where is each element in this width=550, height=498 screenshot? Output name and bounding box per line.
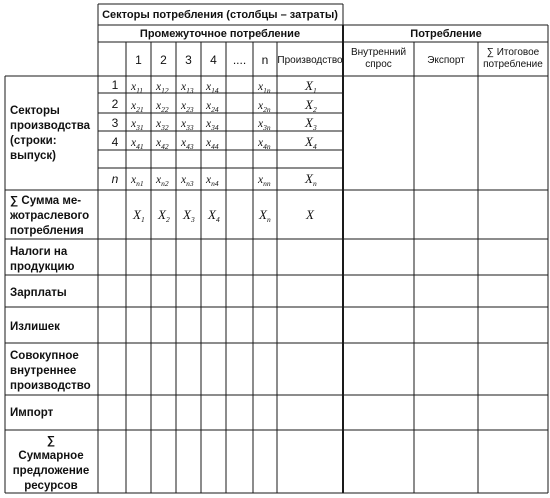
gdp-label-line2: внутреннее bbox=[10, 365, 77, 377]
domestic-demand-header-line1: Внутренний bbox=[350, 47, 407, 58]
final-consumption-header-line1: ∑ Итоговое bbox=[486, 47, 540, 58]
cell-x23: $x_{23}$ bbox=[181, 100, 194, 114]
sum-x1: $X_1$ bbox=[133, 207, 145, 224]
cell-x13: $x_{13}$ bbox=[181, 81, 194, 95]
sum-x4: $X_4$ bbox=[208, 207, 220, 224]
sum-total-x: X bbox=[306, 207, 314, 222]
row-number-1: 1 bbox=[111, 78, 119, 92]
supply-label-line3: ресурсов bbox=[24, 480, 78, 492]
cell-xn2: $x_{n2}$ bbox=[156, 174, 169, 188]
production-column bbox=[304, 78, 317, 188]
supply-label-line1: Суммарное bbox=[18, 450, 84, 462]
supply-label-line2: предложение bbox=[12, 465, 90, 477]
production-header: Производство bbox=[277, 55, 343, 66]
cell-x41: $x_{41}$ bbox=[131, 137, 144, 151]
cell-x14: $x_{14}$ bbox=[206, 81, 219, 95]
sum-label-line1: ∑ Сумма ме- bbox=[10, 195, 82, 207]
col-number-4: 4 bbox=[210, 53, 217, 67]
sum-row bbox=[132, 207, 315, 224]
sum-label-line3: потребления bbox=[10, 225, 84, 237]
cell-x24: $x_{24}$ bbox=[206, 100, 219, 114]
sectors-title: Секторы потребления (столбцы – затраты) bbox=[102, 9, 338, 21]
sectors-label-line1: Секторы bbox=[10, 105, 60, 117]
gdp-label-line1: Совокупное bbox=[10, 350, 79, 362]
cell-x33: $x_{33}$ bbox=[181, 118, 194, 132]
col-number-2: 2 bbox=[160, 53, 167, 67]
wages-label: Зарплаты bbox=[10, 287, 67, 299]
row-number-3: 3 bbox=[111, 116, 119, 130]
gdp-label-line3: производство bbox=[10, 380, 91, 392]
taxes-label-line1: Налоги на bbox=[10, 246, 68, 258]
col-number-dots: .... bbox=[232, 53, 247, 67]
col-number-n: n bbox=[261, 53, 269, 67]
domestic-demand-header-line2: спрос bbox=[365, 59, 392, 70]
production-x1: $X_1$ bbox=[305, 78, 317, 95]
cell-x2n: $x_{2n}$ bbox=[258, 100, 271, 114]
final-consumption-header-line2: потребление bbox=[483, 59, 543, 70]
sectors-label-line3: (строки: bbox=[10, 135, 57, 147]
production-x4: $X_4$ bbox=[305, 134, 317, 151]
row-numbers bbox=[112, 78, 119, 186]
cell-x1n: $x_{1n}$ bbox=[258, 81, 271, 95]
sum-x2: $X_2$ bbox=[158, 207, 170, 224]
cell-x22: $x_{22}$ bbox=[156, 100, 169, 114]
cell-xn3: $x_{n3}$ bbox=[181, 174, 194, 188]
taxes-label-line2: продукцию bbox=[10, 261, 75, 273]
cell-xn4: $x_{n4}$ bbox=[206, 174, 219, 188]
supply-sigma: ∑ bbox=[46, 435, 56, 447]
cell-x44: $x_{44}$ bbox=[206, 137, 219, 151]
table-grid bbox=[5, 4, 548, 493]
row-number-2: 2 bbox=[111, 97, 119, 111]
cell-x3n: $x_{3n}$ bbox=[258, 118, 271, 132]
cell-x42: $x_{42}$ bbox=[156, 137, 169, 151]
row-labels bbox=[9, 105, 91, 492]
row-number-n: n bbox=[111, 172, 119, 186]
cell-x11: $x_{11}$ bbox=[131, 81, 144, 95]
sum-label-line2: жотраслевого bbox=[10, 210, 90, 222]
cell-x31: $x_{31}$ bbox=[131, 118, 144, 132]
cell-x32: $x_{32}$ bbox=[156, 118, 169, 132]
cell-x34: $x_{34}$ bbox=[206, 118, 219, 132]
surplus-label: Излишек bbox=[10, 321, 60, 333]
cell-x4n: $x_{4n}$ bbox=[258, 137, 271, 151]
production-xn: $X_n$ bbox=[305, 171, 317, 188]
sectors-label-line4: выпуск) bbox=[10, 150, 56, 162]
imports-label: Импорт bbox=[10, 407, 54, 419]
export-header: Экспорт bbox=[427, 55, 465, 66]
consumption-label: Потребление bbox=[410, 28, 482, 40]
cell-x43: $x_{43}$ bbox=[181, 137, 194, 151]
cell-x12: $x_{12}$ bbox=[156, 81, 169, 95]
sectors-label-line2: производства bbox=[10, 120, 91, 132]
col-number-1: 1 bbox=[135, 53, 142, 67]
production-x3: $X_3$ bbox=[305, 115, 317, 132]
production-x2: $X_2$ bbox=[305, 97, 317, 114]
cell-xn1: $x_{n1}$ bbox=[131, 174, 144, 188]
sum-xn: $X_n$ bbox=[259, 207, 271, 224]
cell-xnn: $x_{nn}$ bbox=[258, 174, 271, 188]
cell-x21: $x_{21}$ bbox=[131, 100, 144, 114]
sum-x3: $X_3$ bbox=[183, 207, 195, 224]
col-number-3: 3 bbox=[185, 53, 192, 67]
table-header bbox=[102, 9, 543, 70]
row-number-4: 4 bbox=[111, 135, 119, 149]
intermediate-consumption-label: Промежуточное потребление bbox=[139, 28, 301, 40]
